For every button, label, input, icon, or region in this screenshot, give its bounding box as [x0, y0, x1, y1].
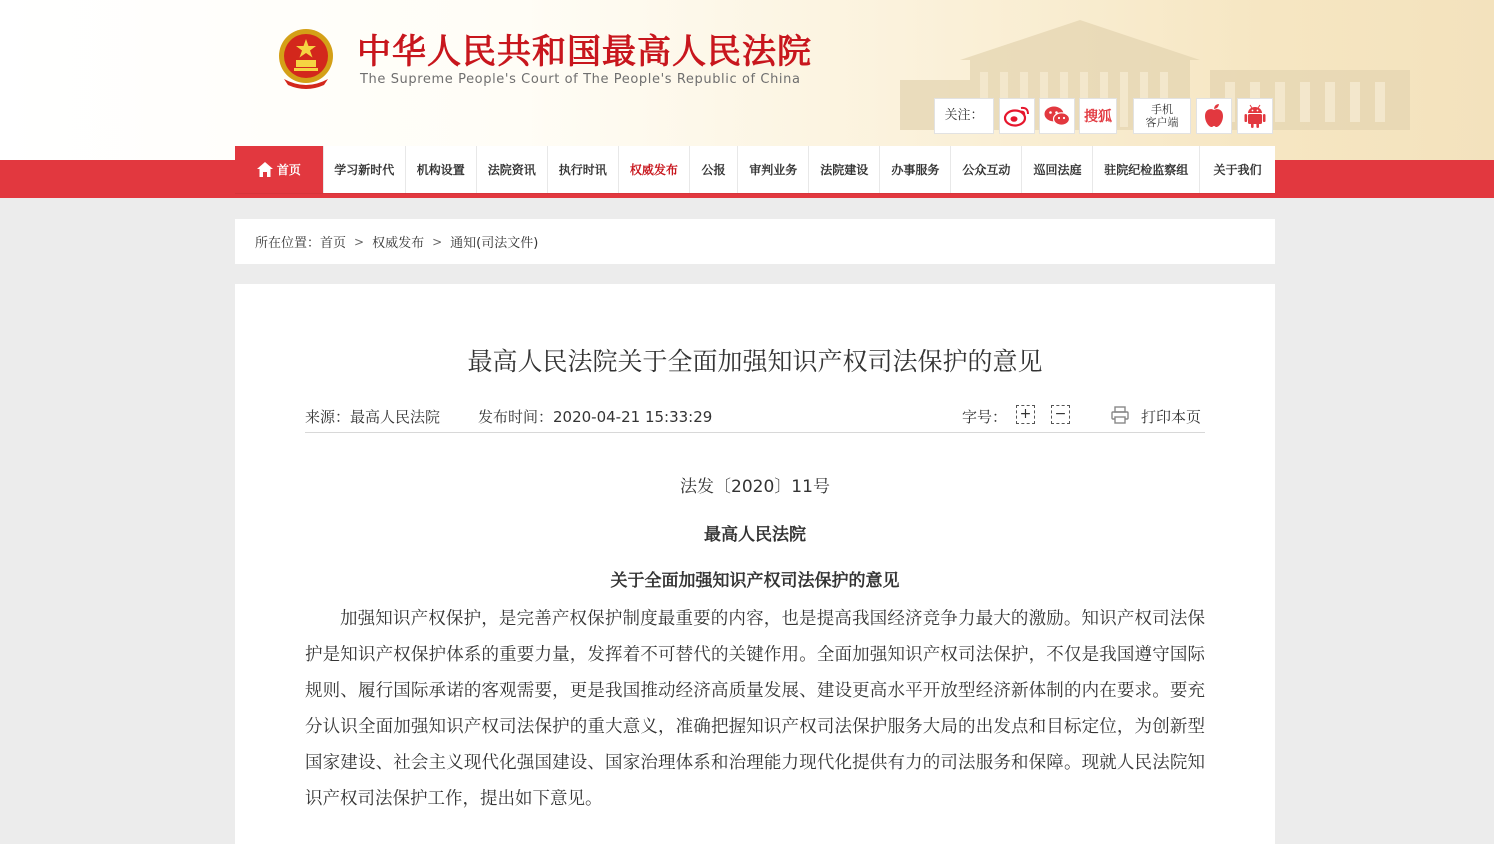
- wechat-icon: [1043, 104, 1071, 128]
- breadcrumb-notices-link[interactable]: 通知(司法文件): [450, 236, 539, 251]
- meta-divider: [305, 432, 1205, 433]
- nav-item-organization[interactable]: 机构设置: [405, 146, 476, 193]
- breadcrumb-prefix: [255, 232, 346, 251]
- font-increase-button[interactable]: +: [1016, 405, 1035, 424]
- printer-icon[interactable]: [1110, 405, 1130, 425]
- font-decrease-button[interactable]: −: [1051, 405, 1070, 424]
- weibo-button[interactable]: [999, 98, 1035, 134]
- font-size-label: 字号：: [962, 408, 1008, 426]
- court-building-illustration: [880, 0, 1494, 160]
- breadcrumb-prefix-label: 所在位置：: [255, 236, 321, 251]
- main-nav: [235, 146, 1275, 193]
- article-meta: [305, 402, 1205, 432]
- wechat-button[interactable]: [1039, 98, 1075, 134]
- breadcrumb-authoritative-link[interactable]: 权威发布: [372, 236, 425, 251]
- article-paragraph: 加强知识产权保护，是完善产权保护制度最重要的内容，也是提高我国经济竞争力最大的激励。知识产权司法保护是知识产权保护体系的重要力量，发挥着不可替代的关键作用。全面加强知识产权司法保护，不仅是我国遵守国际规则、履行国际承诺的客观需要，更是我国推动经济高质量发展、建设更高水平开放型经济新体制的内在要求。要充分认识全面加强知识产权司法保护的重大意义，准确把握知识产权司法保护服务大局的出发点和目标定位，为创新型国家建设、社会主义现代化强国建设、国家治理体系和治理能力现代化提供有力的司法服务和保障。现就人民法院知识产权司法保护工作，提出如下意见。: [305, 609, 1205, 809]
- document-subject: 关于全面加强知识产权司法保护的意见: [610, 571, 900, 591]
- site-subtitle: The Supreme People's Court of The People's Republic of China: [360, 72, 801, 87]
- nav-item-court-building[interactable]: 法院建设: [808, 146, 879, 193]
- document-issuer: 最高人民法院: [704, 525, 806, 545]
- nav-item-court-news[interactable]: 法院资讯: [476, 146, 547, 193]
- site-header: [0, 0, 1494, 160]
- breadcrumb: [235, 219, 1275, 264]
- nav-item-services[interactable]: 办事服务: [879, 146, 950, 193]
- sohu-button[interactable]: [1079, 98, 1117, 134]
- mobile-client-line2: 客户端: [1145, 116, 1179, 129]
- article-source: 来源：最高人民法院: [305, 408, 441, 426]
- nav-item-authoritative-release[interactable]: 权威发布: [618, 146, 689, 193]
- site-title[interactable]: 中华人民共和国最高人民法院: [357, 32, 812, 72]
- nav-item-public-interaction[interactable]: 公众互动: [950, 146, 1021, 193]
- apple-icon: [1202, 103, 1226, 129]
- ios-app-button[interactable]: [1196, 98, 1232, 134]
- sohu-label: 搜狐: [1084, 109, 1112, 125]
- article-title: 最高人民法院关于全面加强知识产权司法保护的意见: [467, 347, 1043, 376]
- nav-item-home[interactable]: [235, 146, 323, 193]
- nav-item-trial-business[interactable]: 审判业务: [737, 146, 808, 193]
- android-icon: [1243, 103, 1267, 129]
- article-publish-time: 发布时间：2020-04-21 15:33:29: [478, 408, 713, 426]
- breadcrumb-separator: >: [354, 234, 365, 249]
- nav-item-gazette[interactable]: 公报: [689, 146, 737, 193]
- nav-item-enforcement-news[interactable]: 执行时讯: [547, 146, 618, 193]
- android-app-button[interactable]: [1237, 98, 1273, 134]
- document-number: 法发〔2020〕11号: [680, 477, 830, 497]
- article-container: [235, 284, 1275, 844]
- weibo-icon: [1003, 104, 1031, 128]
- follow-label: 关注：: [934, 98, 994, 134]
- nav-item-about-us[interactable]: 关于我们: [1199, 146, 1275, 193]
- mobile-client-button[interactable]: [1133, 98, 1191, 134]
- mobile-client-line1: 手机: [1151, 103, 1173, 116]
- nav-home-label: 首页: [276, 163, 301, 177]
- nav-item-study[interactable]: 学习新时代: [323, 146, 405, 193]
- breadcrumb-separator: >: [432, 234, 443, 249]
- nav-item-discipline-inspection[interactable]: 驻院纪检监察组: [1092, 146, 1199, 193]
- national-emblem-icon: [276, 27, 336, 89]
- nav-item-circuit-courts[interactable]: 巡回法庭: [1021, 146, 1092, 193]
- breadcrumb-home-link[interactable]: 首页: [320, 236, 347, 251]
- print-page-button[interactable]: 打印本页: [1141, 408, 1202, 426]
- home-icon: [257, 162, 273, 177]
